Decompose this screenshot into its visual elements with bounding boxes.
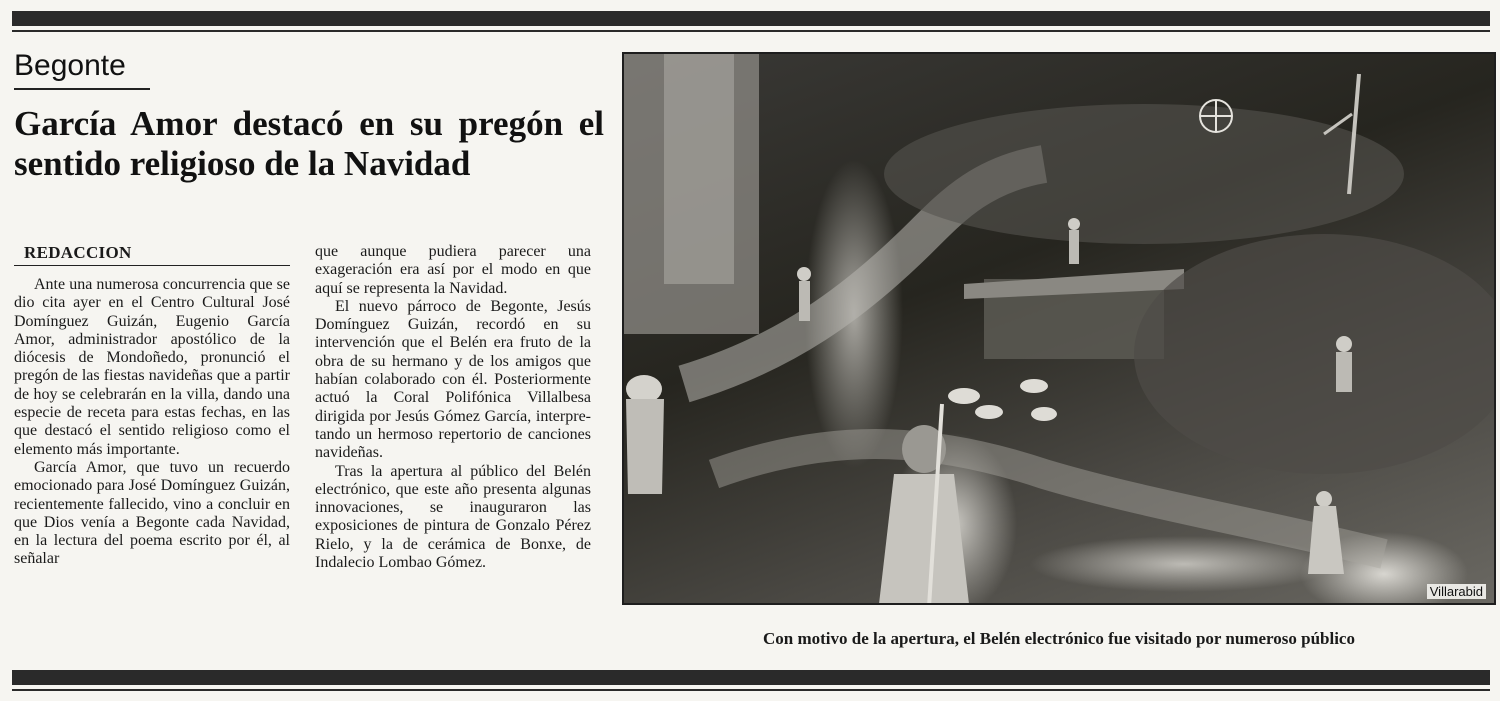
section-label: Begonte <box>14 49 126 82</box>
byline: REDACCION <box>24 243 132 262</box>
photo-credit: Villarabid <box>1427 584 1486 599</box>
photo-illustration <box>624 54 1496 605</box>
article-column-left <box>14 276 290 569</box>
byline-rule <box>14 265 290 266</box>
top-border-thin-rule <box>12 30 1490 32</box>
top-border-rule <box>12 11 1490 26</box>
headline: García Amor destacó en su pregón el sentido religioso de la Navidad <box>14 104 604 183</box>
section-underline <box>14 88 150 90</box>
article-paragraph: El nuevo párroco de Begonte, Jesús Domínguez Guizán, recordó en su intervención que el Belén era fruto de la obra de su hermano y de los amigos que habían colaborado con él. Posteriormente actuó la Coral Polifónica Villalbesa dirigida por Jesús Gómez García, interpretando un hermoso repertorio de canciones navideñas. <box>315 297 591 462</box>
article-paragraph: Ante una numerosa concurrencia que se dio cita ayer en el Centro Cultural José Domínguez Guizán, Eugenio García Amor, administrador apostólico de la diócesis de Mondoñedo, pronunció el pregón de las fiestas navideñas que a partir de hoy se celebrarán en la villa, dando una especie de receta para estas fechas, en las que destacó el sentido religioso como el elemento más importante. <box>14 276 290 458</box>
article-paragraph: García Amor, que tuvo un recuerdo emocionado para José Domínguez Guizán, recientemente fallecido, vino a concluir en que Dios venía a Begonte cada Navidad, en la lectura del poema escrito por él, al señalar <box>14 458 290 568</box>
bottom-border-thin-rule <box>12 689 1490 691</box>
bottom-border-rule <box>12 670 1490 685</box>
photo-caption: Con motivo de la apertura, el Belén electrónico fue visitado por numeroso público <box>763 629 1355 648</box>
nativity-scene-photo <box>622 52 1496 605</box>
article-paragraph: Tras la apertura al público del Belén electrónico, que este año presenta algunas innovaciones, se inauguraron las exposiciones de pintura de Gonzalo Pérez Rielo, y la de cerámica de Bonxe, de Indalecio Lombao Gómez. <box>315 462 591 572</box>
article-paragraph-continuation: que aunque pudiera parecer una exageración era así por el modo en que aquí se representa la Navidad. <box>315 243 591 297</box>
article-column-right <box>315 243 591 572</box>
